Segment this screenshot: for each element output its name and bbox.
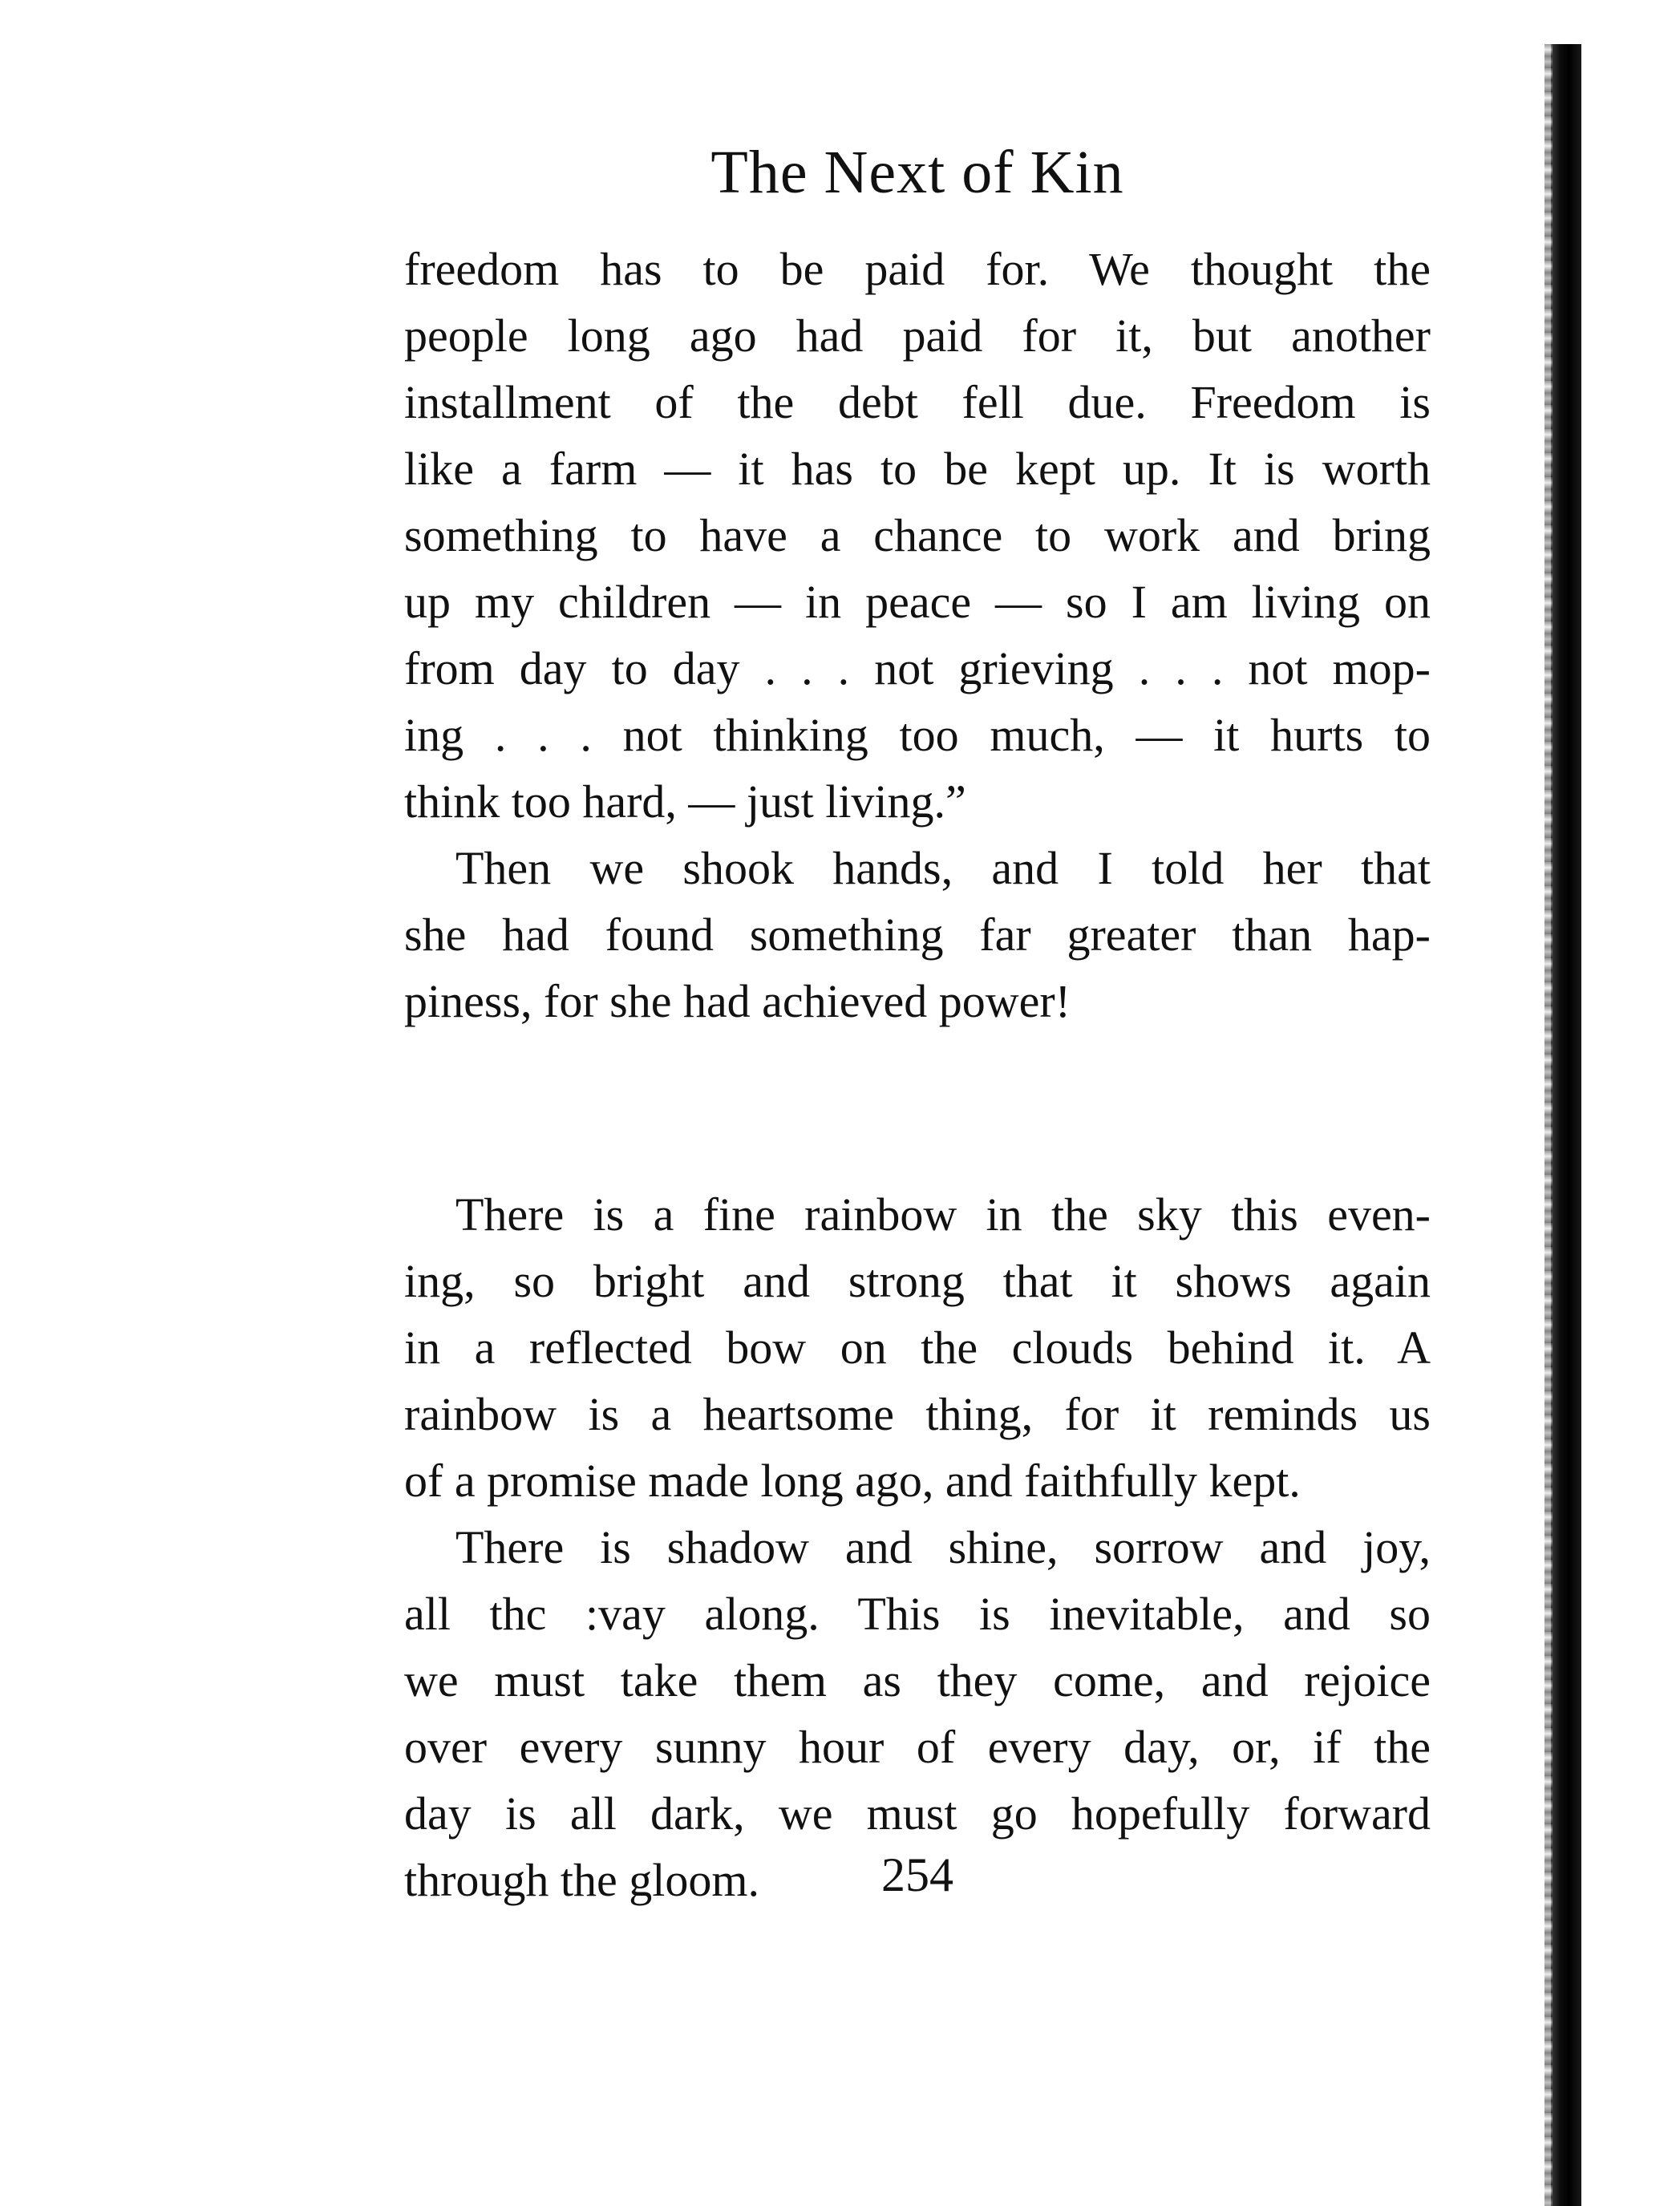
page-number: 254: [881, 1848, 953, 1901]
text-line: up my children — in peace — so I am living on: [404, 576, 1431, 628]
text-line: over every sunny hour of every day, or, if the: [404, 1721, 1431, 1773]
text-line: in a reflected bow on the clouds behind it. A: [404, 1322, 1431, 1374]
binding-shadow: [1551, 44, 1581, 2206]
text-line: There is shadow and shine, sorrow and joy,: [455, 1521, 1431, 1573]
text-line: freedom has to be paid for. We thought the: [404, 243, 1431, 295]
text-line: ing, so bright and strong that it shows again: [404, 1255, 1431, 1307]
text-line: like a farm — it has to be kept up. It is worth: [404, 443, 1431, 495]
text-line: she had found something far greater than hap-: [404, 909, 1431, 961]
text-line: Then we shook hands, and I told her that: [455, 842, 1431, 894]
text-line: something to have a chance to work and bring: [404, 509, 1431, 561]
paragraph-2: [404, 835, 1431, 1034]
text-line: day is all dark, we must go hopefully forward: [404, 1787, 1431, 1840]
text-line: rainbow is a heartsome thing, for it reminds us: [404, 1388, 1431, 1440]
text-line: from day to day . . . not grieving . . . not mop-: [404, 642, 1431, 694]
paragraph-3: [404, 1181, 1431, 1514]
text-line: of a promise made long ago, and faithfully kept.: [404, 1455, 1301, 1507]
running-head: The Next of Kin: [710, 139, 1124, 206]
text-line: ing . . . not thinking too much, — it hurts to: [404, 709, 1431, 761]
text-line: people long ago had paid for it, but another: [404, 310, 1431, 362]
text-line: think too hard, — just living.”: [404, 775, 966, 828]
text-line: through the gloom.: [404, 1854, 760, 1906]
text-line: all thc :vay along. This is inevitable, and so: [404, 1588, 1431, 1640]
text-line: piness, for she had achieved power!: [404, 975, 1071, 1027]
text-line: installment of the debt fell due. Freedom is: [404, 376, 1431, 428]
text-line: There is a fine rainbow in the sky this even-: [455, 1188, 1431, 1241]
paragraph-1: [404, 236, 1431, 835]
text-line: we must take them as they come, and rejoice: [404, 1654, 1431, 1706]
